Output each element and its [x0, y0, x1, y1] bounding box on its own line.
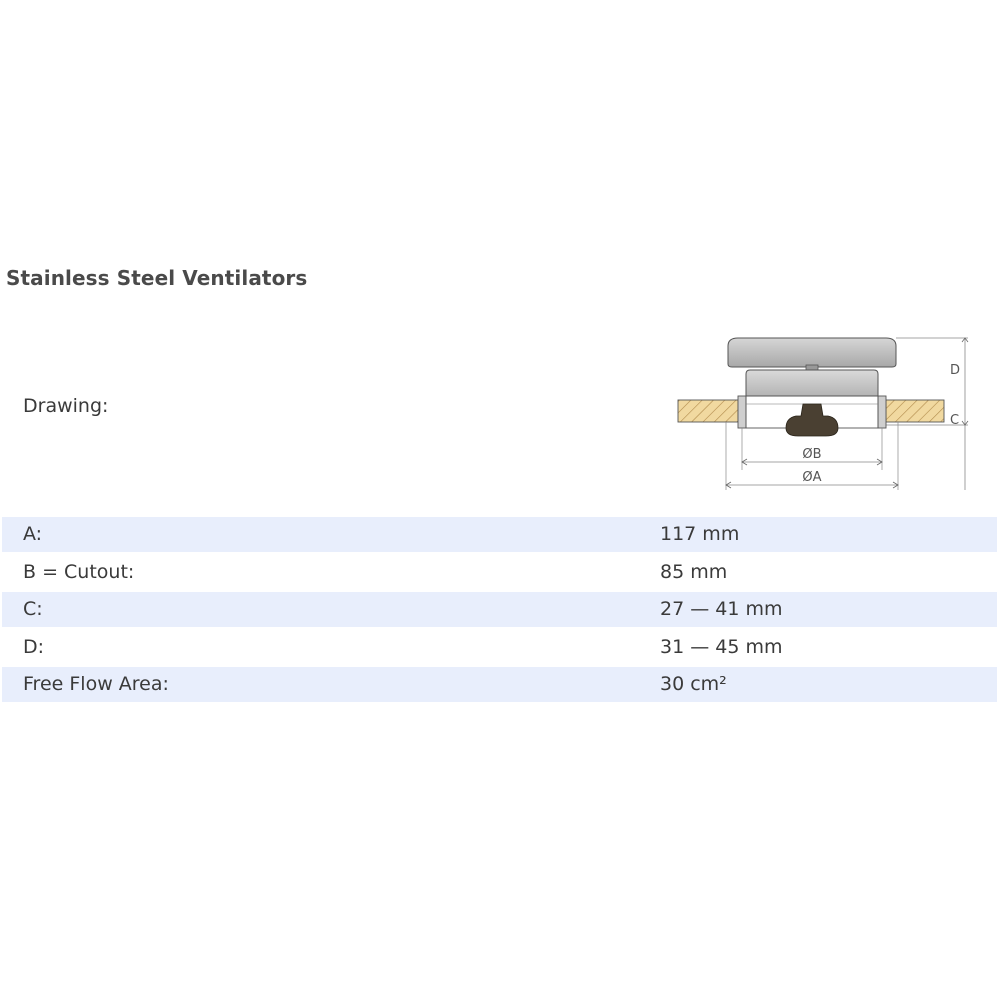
dim-label-b: ØB — [802, 447, 822, 462]
deck-left — [678, 400, 738, 422]
vent-body — [746, 370, 878, 396]
spec-label: Free Flow Area: — [23, 673, 169, 695]
vent-cap — [728, 338, 896, 367]
knob-icon — [786, 404, 838, 436]
spec-row-b — [2, 555, 997, 590]
spec-row-d — [2, 630, 997, 665]
spec-row-c — [2, 592, 997, 627]
deck-right — [886, 400, 944, 422]
dim-label-c: C — [950, 413, 960, 428]
ventilator-drawing — [670, 330, 970, 500]
dim-label-a: ØA — [802, 470, 822, 485]
spec-label: C: — [23, 598, 43, 620]
flange-left — [738, 396, 746, 428]
spec-row-a — [2, 517, 997, 552]
spec-label: D: — [23, 635, 45, 658]
spec-label: A: — [23, 523, 43, 545]
spec-value: 85 mm — [660, 560, 728, 583]
flange-right — [878, 396, 886, 428]
spec-row-free-flow-area — [2, 667, 997, 702]
spec-table — [2, 517, 997, 705]
spec-value: 31 — 45 mm — [660, 635, 783, 658]
dim-label-d: D — [950, 363, 961, 378]
spec-value: 30 cm² — [660, 673, 727, 695]
drawing-label: Drawing: — [23, 395, 109, 417]
page-title: Stainless Steel Ventilators — [6, 266, 308, 290]
spec-value: 117 mm — [660, 523, 740, 545]
spec-value: 27 — 41 mm — [660, 598, 783, 620]
spec-label: B = Cutout: — [23, 560, 135, 583]
